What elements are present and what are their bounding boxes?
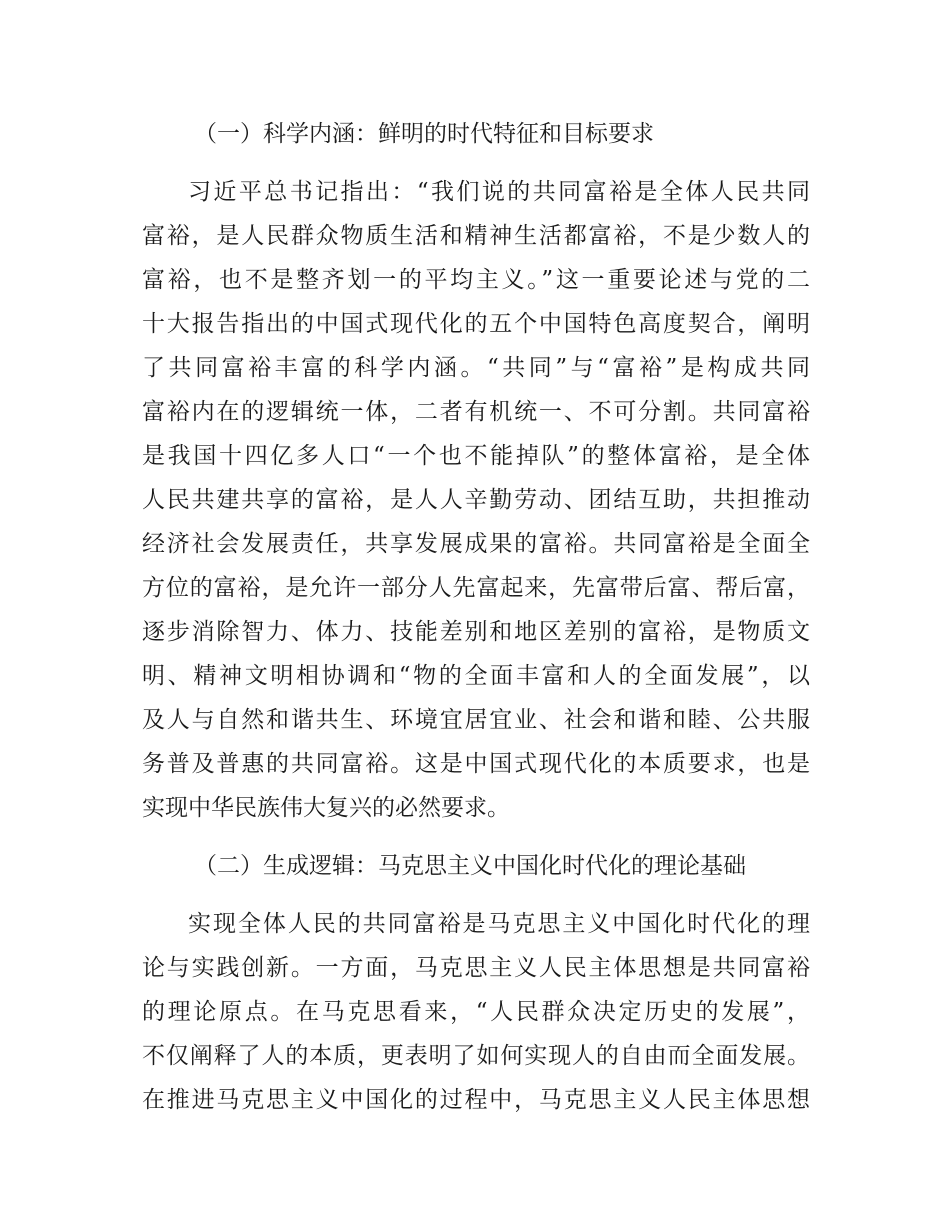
section-1-line: 人民共建共享的富裕，是人人辛勤劳动、团结互助，共担推动 <box>142 487 810 513</box>
section-2-line: 在推进马克思主义中国化的过程中，马克思主义人民主体思想 <box>142 1087 810 1113</box>
section-1-line: 经济社会发展责任，共享发展成果的富裕。共同富裕是全面全 <box>142 531 810 557</box>
section-1-line: 方位的富裕，是允许一部分人先富起来，先富带后富、帮后富， <box>142 575 810 601</box>
section-2-line: 不仅阐释了人的本质，更表明了如何实现人的自由而全面发展。 <box>142 1043 810 1069</box>
section-1-line: 习近平总书记指出：“我们说的共同富裕是全体人民共同 <box>188 179 810 205</box>
section-2-heading: （二）生成逻辑：马克思主义中国化时代化的理论基础 <box>194 853 746 879</box>
section-1-line: 逐步消除智力、体力、技能差别和地区差别的富裕，是物质文 <box>142 619 810 645</box>
document-body <box>142 112 810 1122</box>
spacer <box>142 156 810 170</box>
section-2-line: 论与实践创新。一方面，马克思主义人民主体思想是共同富裕 <box>142 955 810 981</box>
section-1-line: 富裕，是人民群众物质生活和精神生活都富裕，不是少数人的 <box>142 223 810 249</box>
spacer <box>142 888 810 902</box>
section-1-line: 了共同富裕丰富的科学内涵。“共同”与“富裕”是构成共同 <box>142 355 810 381</box>
spacer <box>142 830 810 844</box>
section-1-heading: （一）科学内涵：鲜明的时代特征和目标要求 <box>194 121 654 147</box>
section-1-line: 富裕，也不是整齐划一的平均主义。”这一重要论述与党的二 <box>142 267 810 293</box>
section-1-line: 明、精神文明相协调和“物的全面丰富和人的全面发展”，以 <box>142 663 810 689</box>
section-1-line: 实现中华民族伟大复兴的必然要求。 <box>142 795 510 821</box>
section-1-line: 富裕内在的逻辑统一体，二者有机统一、不可分割。共同富裕 <box>142 399 810 425</box>
section-1-line: 十大报告指出的中国式现代化的五个中国特色高度契合，阐明 <box>142 311 810 337</box>
section-1-line: 及人与自然和谐共生、环境宜居宜业、社会和谐和睦、公共服 <box>142 707 810 733</box>
section-1-line: 是我国十四亿多人口“一个也不能掉队”的整体富裕，是全体 <box>142 443 810 469</box>
section-2-line: 实现全体人民的共同富裕是马克思主义中国化时代化的理 <box>188 911 810 937</box>
section-1-line: 务普及普惠的共同富裕。这是中国式现代化的本质要求，也是 <box>142 751 810 777</box>
section-2-line: 的理论原点。在马克思看来，“人民群众决定历史的发展”， <box>142 999 810 1025</box>
